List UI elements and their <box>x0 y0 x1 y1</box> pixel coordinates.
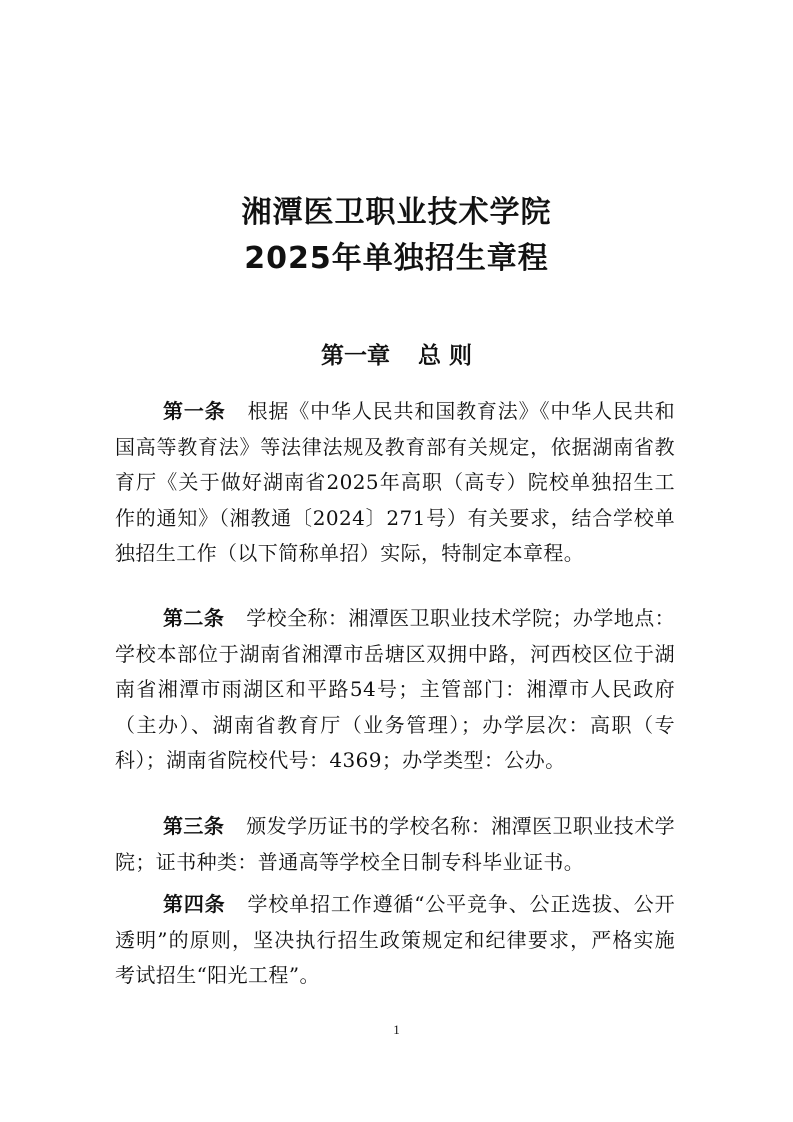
article-heading: 第四条 <box>163 892 226 916</box>
document-title-line2: 2025年单独招生章程 <box>244 241 549 276</box>
chapter-number: 第一章 <box>320 343 390 369</box>
article-text: 根据《中华人民共和国教育法》《中华人民共和国高等教育法》等法律法规及教育部有关规定，依据湖南省教育厅《关于做好湖南省2025年高职（高专）院校单独招生工作的通知》（湘教通〔2024〕271号）有关要求，结合学校单独招生工作（以下简称单招）实际，特制定本章程。 <box>115 399 675 565</box>
article-text: 颁发学历证书的学校名称：湘潭医卫职业技术学院；证书种类：普通高等学校全日制专科毕业证书。 <box>115 814 676 874</box>
article-text: 学校单招工作遵循“公平竞争、公正选拔、公开透明”的原则，坚决执行招生政策规定和纪律要求，严格实施考试招生“阳光工程”。 <box>115 892 676 987</box>
article-1 <box>115 394 675 572</box>
article-heading: 第二条 <box>163 606 225 630</box>
article-4 <box>115 887 675 994</box>
chapter-heading <box>0 338 793 374</box>
article-3 <box>115 809 675 880</box>
article-text: 学校全称：湘潭医卫职业技术学院；办学地点：学校本部位于湖南省湘潭市岳塘区双拥中路，河西校区位于湖南省湘潭市雨湖区和平路54号；主管部门：湘潭市人民政府（主办）、湖南省教育厅（业务管理）；办学层次：高职（专科）；湖南省院校代号：4369；办学类型：公办。 <box>115 606 676 772</box>
page-number: 1 <box>393 1022 400 1037</box>
document-title-line1: 湘潭医卫职业技术学院 <box>241 195 552 230</box>
article-heading: 第三条 <box>163 814 225 838</box>
article-heading: 第一条 <box>163 399 226 423</box>
chapter-name: 总 则 <box>417 343 472 369</box>
article-2 <box>115 601 675 779</box>
